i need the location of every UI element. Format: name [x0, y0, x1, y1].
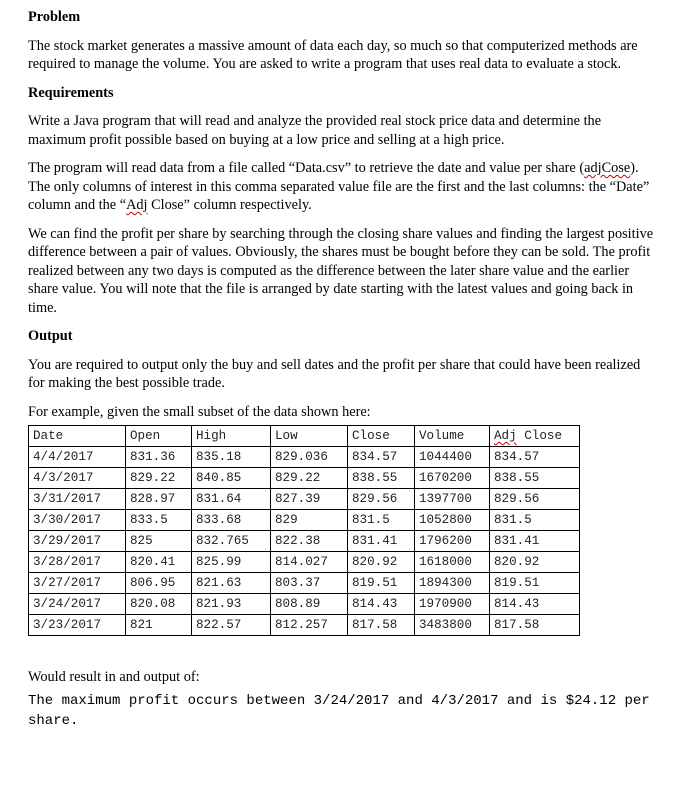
table-cell: 812.257 [271, 615, 348, 636]
misspelled-word: Adj [494, 429, 517, 443]
table-row [29, 531, 580, 552]
table-cell: 825 [126, 531, 192, 552]
table-cell: 838.55 [490, 468, 580, 489]
table-cell: 806.95 [126, 573, 192, 594]
column-header: Open [126, 426, 192, 447]
table-cell: 821.93 [192, 594, 271, 615]
table-cell: 1397700 [415, 489, 490, 510]
table-row [29, 447, 580, 468]
table-cell: 822.57 [192, 615, 271, 636]
table-cell: 3/31/2017 [29, 489, 126, 510]
table-cell: 3/30/2017 [29, 510, 126, 531]
table-cell: 1044400 [415, 447, 490, 468]
table-cell: 825.99 [192, 552, 271, 573]
table-cell: 827.39 [271, 489, 348, 510]
requirements-p3: We can find the profit per share by searching through the closing share values and finding the largest positive difference between a pair of values. Obviously, the shares must be bought before they can be sold. The profit realized between any two days is computed as the difference between the later share value and the earlier share value. You will note that the file is arranged by date starting with the latest values and going back in time. [28, 225, 654, 316]
table-cell: 1796200 [415, 531, 490, 552]
requirements-heading: Requirements [28, 84, 114, 101]
table-cell: 828.97 [126, 489, 192, 510]
table-cell: 3/23/2017 [29, 615, 126, 636]
problem-heading: Problem [28, 9, 81, 25]
table-cell: 3/29/2017 [29, 531, 126, 552]
misspelled-word: Adj [126, 197, 148, 213]
table-cell: 831.5 [348, 510, 415, 531]
table-cell: 3483800 [415, 615, 490, 636]
table-cell: 821.63 [192, 573, 271, 594]
column-header: Adj Close [490, 426, 580, 447]
misspelled-word: adjCose [584, 160, 631, 176]
text: The program will read data from a file called “Data.csv” to retrieve the date and value per share ( [28, 160, 585, 176]
table-cell: 1670200 [415, 468, 490, 489]
table-cell: 1894300 [415, 573, 490, 594]
table-cell: 831.5 [490, 510, 580, 531]
stock-data-table [28, 425, 580, 636]
table-cell: 4/3/2017 [29, 468, 126, 489]
table-cell: 819.51 [348, 573, 415, 594]
column-header: Close [348, 426, 415, 447]
output-p1: You are required to output only the buy and sell dates and the profit per share that could have been realized for making the best possible trade. [28, 356, 641, 391]
table-cell: 834.57 [490, 447, 580, 468]
table-cell: 3/24/2017 [29, 594, 126, 615]
table-cell: 831.41 [348, 531, 415, 552]
table-row [29, 594, 580, 615]
table-cell: 1618000 [415, 552, 490, 573]
table-cell: 829.036 [271, 447, 348, 468]
table-row [29, 552, 580, 573]
table-cell: 831.36 [126, 447, 192, 468]
table-cell: 829.22 [126, 468, 192, 489]
table-cell: 840.85 [192, 468, 271, 489]
table-cell: 820.41 [126, 552, 192, 573]
table-cell: 829.56 [348, 489, 415, 510]
example-output: The maximum profit occurs between 3/24/2017 and 4/3/2017 and is $24.12 per share. [28, 692, 650, 729]
table-cell: 838.55 [348, 468, 415, 489]
table-cell: 821 [126, 615, 192, 636]
table-cell: 820.92 [490, 552, 580, 573]
output-heading: Output [28, 328, 73, 344]
output-p3: Would result in and output of: [28, 669, 200, 685]
table-cell: 822.38 [271, 531, 348, 552]
table-cell: 831.41 [490, 531, 580, 552]
table-cell: 820.08 [126, 594, 192, 615]
table-cell: 831.64 [192, 489, 271, 510]
output-p2: For example, given the small subset of the data shown here: [28, 403, 371, 420]
column-header: Date [29, 426, 126, 447]
table-row [29, 615, 580, 636]
table-cell: 833.68 [192, 510, 271, 531]
table-cell: 4/4/2017 [29, 447, 126, 468]
table-cell: 819.51 [490, 573, 580, 594]
table-cell: 834.57 [348, 447, 415, 468]
table-row [29, 510, 580, 531]
table-row [29, 468, 580, 489]
table-cell: 835.18 [192, 447, 271, 468]
table-cell: 829.22 [271, 468, 348, 489]
table-cell: 833.5 [126, 510, 192, 531]
table-cell: 832.765 [192, 531, 271, 552]
table-cell: 829.56 [490, 489, 580, 510]
table-cell: 820.92 [348, 552, 415, 573]
table-cell: 817.58 [490, 615, 580, 636]
column-header: Low [271, 426, 348, 447]
requirements-p1: Write a Java program that will read and analyze the provided real stock price data and determine the maximum profit possible based on buying at a low price and selling at a high price. [28, 113, 602, 148]
table-cell: 3/27/2017 [29, 573, 126, 594]
table-row [29, 573, 580, 594]
table-cell: 817.58 [348, 615, 415, 636]
table-cell: 814.027 [271, 552, 348, 573]
column-header: Volume [415, 426, 490, 447]
requirements-p2 [28, 159, 658, 215]
problem-text: The stock market generates a massive amount of data each day, so much so that computerized methods are required to manage the volume. You are asked to write a program that uses real data to evaluate a stock. [28, 37, 638, 72]
table-row [29, 489, 580, 510]
table-cell: 1970900 [415, 594, 490, 615]
text: ). The only columns of interest in this comma separated value file are the first and the last columns: the “Date” column and the “ [28, 160, 650, 213]
column-header: High [192, 426, 271, 447]
table-cell: 829 [271, 510, 348, 531]
table-cell: 814.43 [348, 594, 415, 615]
table-cell: 803.37 [271, 573, 348, 594]
table-cell: 808.89 [271, 594, 348, 615]
table-cell: 814.43 [490, 594, 580, 615]
text: Close” column respectively. [147, 197, 312, 213]
table-cell: 1052800 [415, 510, 490, 531]
table-cell: 3/28/2017 [29, 552, 126, 573]
